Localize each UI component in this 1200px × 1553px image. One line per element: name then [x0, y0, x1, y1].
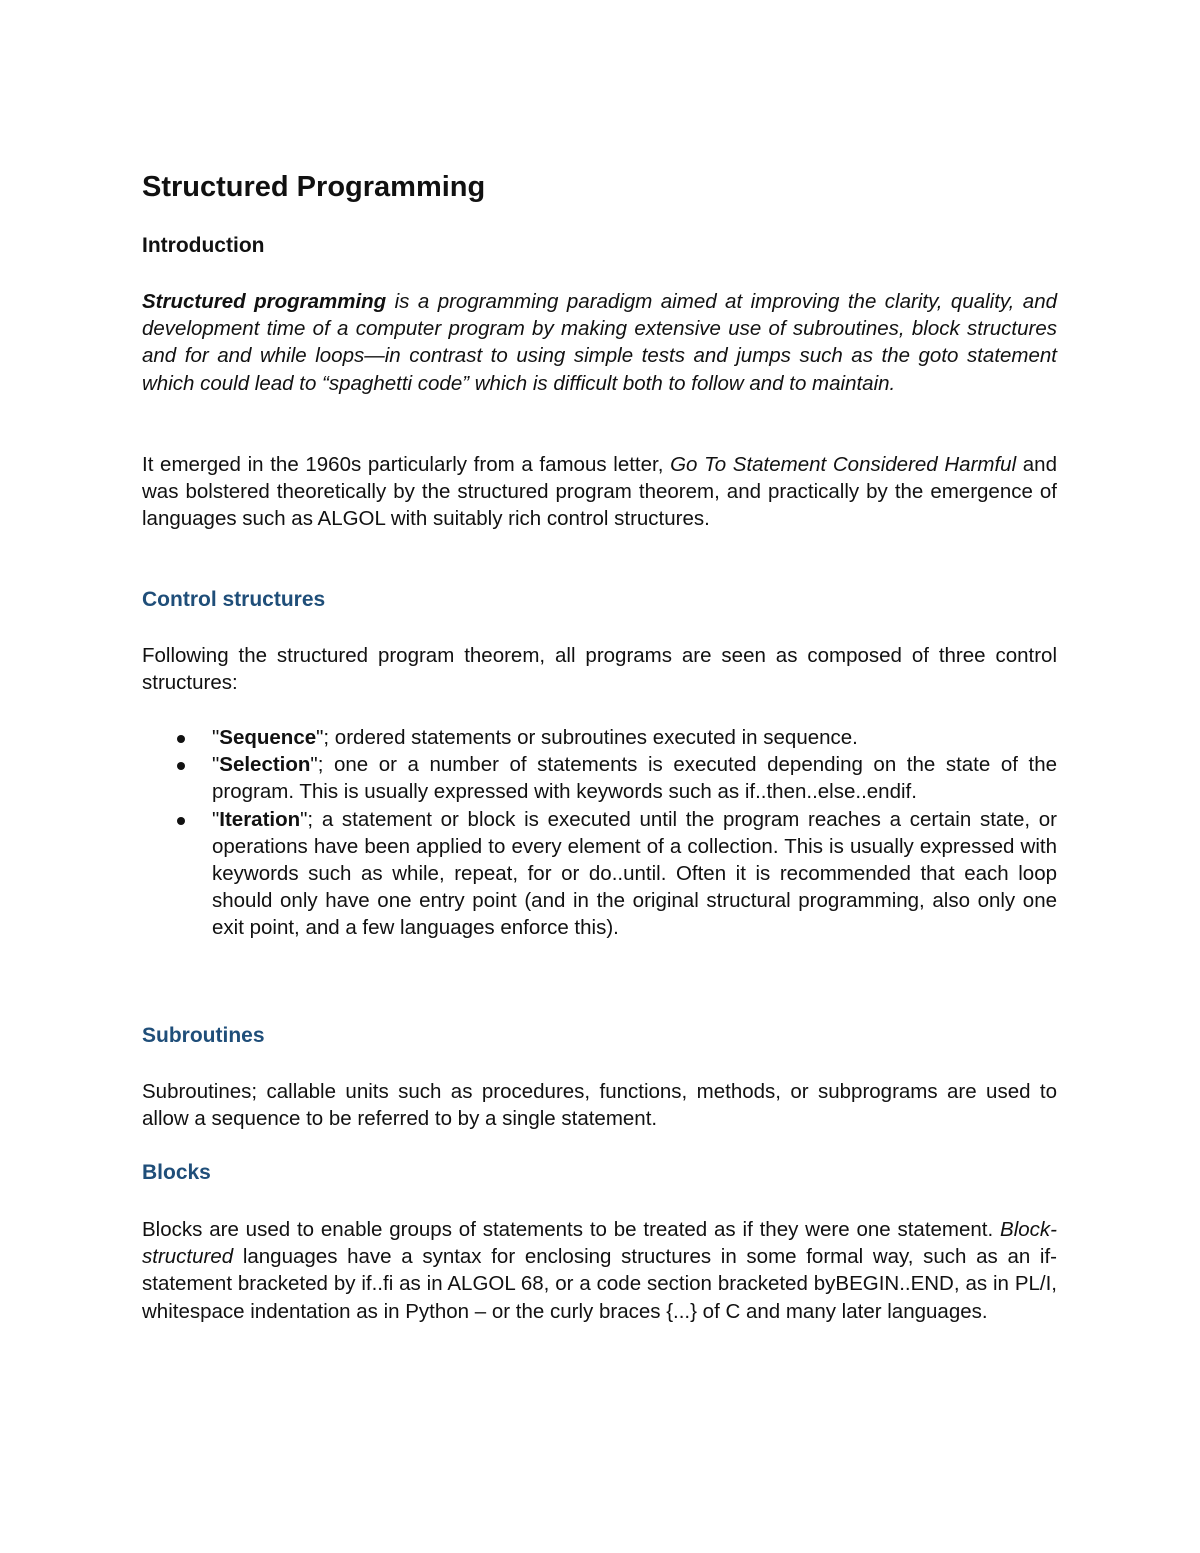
bullet-icon — [177, 817, 185, 825]
intro-bold-term: Structured programming — [142, 290, 387, 313]
document-page — [142, 168, 1057, 1323]
bullet-icon — [177, 735, 185, 743]
control-structures-heading: Control structures — [142, 588, 326, 611]
intro-text: is a programming paradigm aimed at improving the clarity, quality, and development time of a computer program by making extensive use of subroutines, block structures and for and while loops—in contrast to using simple tests and jumps such as the goto statement which could lead to “spaghetti code” which is difficult both to follow and to maintain. — [142, 290, 1057, 395]
history-paragraph — [142, 451, 1057, 533]
list-term: Iteration — [219, 807, 301, 831]
blocks-lead: Blocks are used to enable groups of statements to be treated as if they were one statement. — [142, 1218, 1001, 1241]
list-term: Sequence — [219, 726, 317, 749]
list-text: "; ordered statements or subroutines executed in sequence. — [316, 726, 858, 749]
introduction-heading: Introduction — [142, 234, 265, 257]
intro-paragraph — [142, 288, 1057, 397]
bullet-icon — [177, 762, 185, 770]
control-structures-intro: Following the structured program theorem, all programs are seen as composed of three control structures: — [142, 644, 1057, 695]
history-lead: It emerged in the 1960s particularly from a famous letter, — [142, 453, 671, 476]
open-quote: " — [212, 753, 220, 777]
blocks-paragraph — [142, 1216, 1057, 1325]
blocks-rest: languages have a syntax for enclosing structures in some formal way, such as an if-statement bracketed by if..fi as in ALGOL 68, or a code section bracketed byBEGIN..END, as in PL/I, whitespace indentation as in Python – or the curly braces {...} of C and many later languages. — [142, 1245, 1057, 1323]
list-text: "; a statement or block is executed until the program reaches a certain state, or operations have been applied to every element of a collection. This is usually expressed with keywords such as while, repeat, for or do..until. Often it is recommended that each loop should only have one entry point (and in the original structural programming, also only one exit point, and a few languages enforce this). — [212, 807, 1057, 940]
list-text: "; one or a number of statements is executed depending on the state of the program. This is usually expressed with keywords such as if..then..else..endif. — [212, 753, 1057, 804]
subroutines-paragraph: Subroutines; callable units such as procedures, functions, methods, or subprograms are used to allow a sequence to be referred to by a single statement. — [142, 1080, 1057, 1131]
history-italic-title: Go To Statement Considered Harmful — [670, 453, 1017, 476]
list-item-sequence — [142, 724, 1057, 751]
subroutines-heading: Subroutines — [142, 1024, 265, 1047]
history-rest: and was bolstered theoretically by the structured program theorem, and practically by the emergence of languages such as ALGOL with suitably rich control structures. — [142, 453, 1057, 531]
page-title: Structured Programming — [142, 171, 486, 203]
control-structures-list — [142, 724, 1057, 942]
open-quote: " — [212, 726, 220, 749]
blocks-heading: Blocks — [142, 1161, 211, 1184]
list-item-selection — [142, 751, 1057, 805]
blocks-italic-term: Block-structured — [142, 1218, 1057, 1269]
list-item-iteration — [142, 806, 1057, 942]
list-term: Selection — [219, 753, 311, 777]
open-quote: " — [212, 807, 220, 831]
